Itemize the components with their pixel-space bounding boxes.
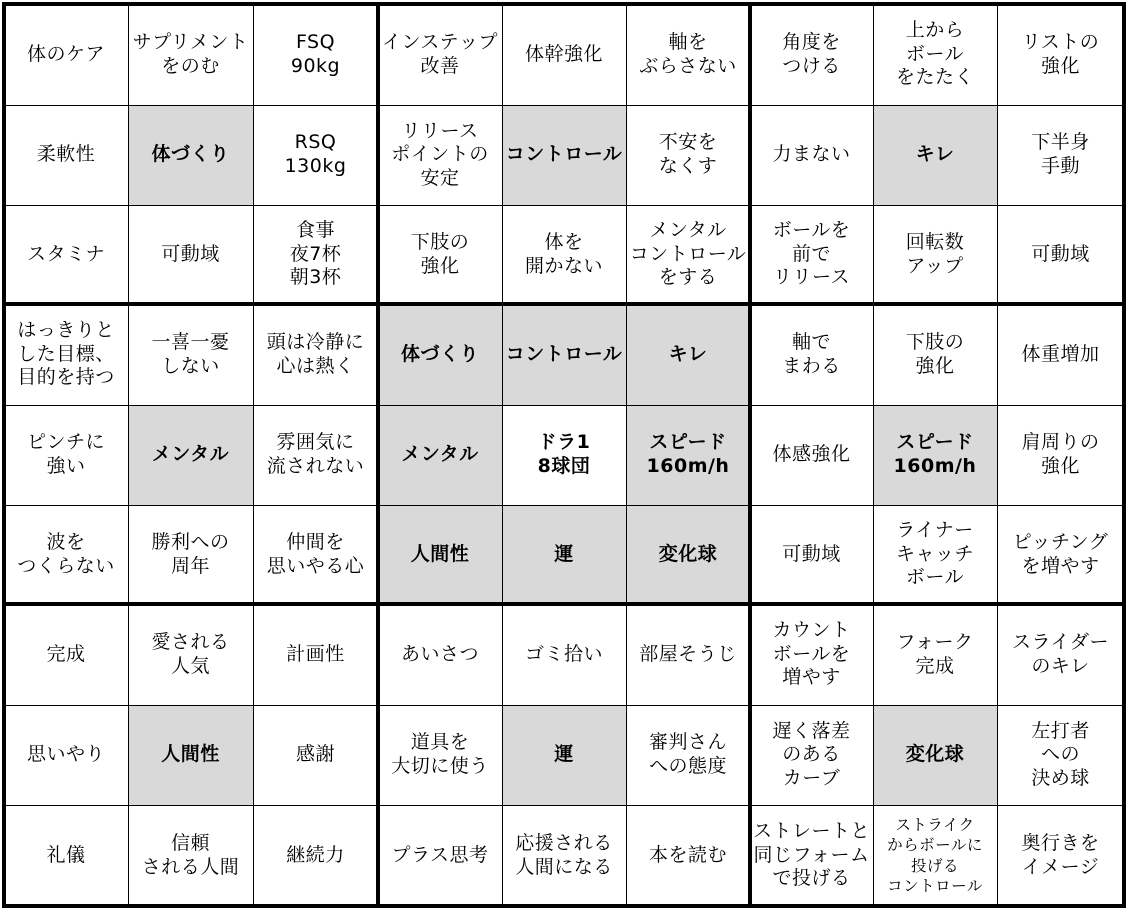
grid-cell-r5-c6: スピード 160m/h xyxy=(626,405,750,505)
grid-cell-r9-c2: 信頼 される人間 xyxy=(141,831,240,878)
grid-cell-r2-c3: RSQ 130kg xyxy=(284,131,347,177)
grid-cell-r1-c5: 体幹強化 xyxy=(524,42,603,65)
grid-cell-r3-c8: 回転数 アップ xyxy=(905,230,965,277)
grid-cell-r6-c7: 可動域 xyxy=(782,542,841,565)
horizontal-grid-line xyxy=(2,405,1126,406)
vertical-grid-line xyxy=(128,2,129,908)
grid-cell-r7-c9: スライダー のキレ xyxy=(1012,630,1109,677)
grid-cell-r5-c8: スピード 160m/h xyxy=(873,405,997,505)
grid-cell-r5-c4: メンタル xyxy=(378,405,502,505)
grid-cell-r6-c8: ライナー キャッチ ボール xyxy=(895,519,974,589)
grid-cell-r2-c1: 柔軟性 xyxy=(36,143,96,166)
grid-cell-r8-c8: 変化球 xyxy=(873,705,997,805)
grid-cell-r3-c4: 下肢の 強化 xyxy=(410,230,470,277)
vertical-grid-line xyxy=(376,2,380,908)
grid-cell-r1-c7: 角度を つける xyxy=(782,30,841,77)
grid-cell-r3-c9: 可動域 xyxy=(1031,242,1090,265)
grid-cell-r8-c3: 感謝 xyxy=(295,743,335,766)
grid-cell-r8-c9: 左打者 への 決め球 xyxy=(1031,719,1090,789)
horizontal-grid-line xyxy=(2,2,1126,6)
grid-cell-r9-c8: ストライク からボールに 投げる コントロール xyxy=(887,816,983,895)
grid-cell-r5-c7: 体感強化 xyxy=(772,443,851,466)
grid-cell-r5-c3: 雰囲気に 流されない xyxy=(266,431,365,477)
grid-cell-r3-c3: 食事 夜7杯 朝3杯 xyxy=(289,219,342,289)
horizontal-grid-line xyxy=(2,505,1126,506)
grid-cell-r8-c4: 道具を 大切に使う xyxy=(391,731,489,777)
grid-cell-r6-c3: 仲間を 思いやる心 xyxy=(266,530,365,577)
grid-cell-r9-c4: プラス思考 xyxy=(391,843,489,866)
grid-cell-r8-c5: 運 xyxy=(502,705,626,805)
grid-cell-r7-c7: カウント ボールを 増やす xyxy=(772,619,851,689)
grid-cell-r9-c9: 奥行きを イメージ xyxy=(1021,831,1100,878)
horizontal-grid-line xyxy=(2,805,1126,806)
vertical-grid-line xyxy=(2,2,6,908)
grid-cell-r4-c9: 体重増加 xyxy=(1021,342,1100,365)
horizontal-grid-line xyxy=(2,705,1126,706)
grid-cell-r9-c3: 継続力 xyxy=(286,843,345,866)
grid-cell-r7-c4: あいさつ xyxy=(400,642,479,665)
grid-cell-r6-c2: 勝利への 周年 xyxy=(151,530,230,577)
grid-cell-r4-c5: コントロール xyxy=(502,304,626,405)
grid-cell-r4-c2: 一喜一憂 しない xyxy=(151,330,230,377)
grid-cell-r9-c6: 本を読む xyxy=(648,843,727,866)
grid-cell-r7-c3: 計画性 xyxy=(286,642,345,665)
grid-cell-r5-c2: メンタル xyxy=(128,405,253,505)
horizontal-grid-line xyxy=(2,904,1126,908)
horizontal-grid-line xyxy=(2,105,1126,106)
grid-cell-r1-c6: 軸を ぶらさない xyxy=(639,30,737,77)
grid-cell-r1-c3: FSQ 90kg xyxy=(290,30,341,77)
grid-cell-r6-c4: 人間性 xyxy=(378,505,502,604)
grid-cell-r4-c1: はっきりと した目標、 目的を持つ xyxy=(17,319,115,389)
vertical-grid-line xyxy=(748,2,752,908)
grid-cell-r7-c8: フォーク 完成 xyxy=(896,630,974,677)
grid-cell-r4-c6: キレ xyxy=(626,304,750,405)
grid-cell-r7-c2: 愛される 人気 xyxy=(151,630,230,677)
horizontal-grid-line xyxy=(2,205,1126,206)
vertical-grid-line xyxy=(502,2,503,908)
grid-cell-r8-c1: 思いやり xyxy=(26,743,105,766)
grid-cell-r2-c6: 不安を なくす xyxy=(658,131,718,177)
grid-cell-r2-c2: 体づくり xyxy=(128,105,253,205)
grid-cell-r2-c9: 下半身 手動 xyxy=(1031,131,1090,177)
grid-cell-r7-c1: 完成 xyxy=(46,642,86,665)
grid-cell-r9-c7: ストレートと 同じフォーム で投げる xyxy=(752,820,870,890)
grid-cell-r5-c9: 肩周りの 強化 xyxy=(1021,431,1100,477)
grid-cell-r3-c2: 可動域 xyxy=(161,242,220,265)
vertical-grid-line xyxy=(253,2,254,908)
grid-cell-r8-c6: 審判さん への態度 xyxy=(648,731,727,777)
grid-cell-r4-c8: 下肢の 強化 xyxy=(905,330,965,377)
grid-cell-r6-c1: 波を つくらない xyxy=(17,530,115,577)
grid-cell-r1-c8: 上から ボール をたたく xyxy=(895,19,974,89)
horizontal-grid-line xyxy=(2,602,1126,606)
horizontal-grid-line xyxy=(2,302,1126,306)
grid-cell-r6-c6: 変化球 xyxy=(626,505,750,604)
grid-cell-r5-c5: ドラ1 8球団 xyxy=(537,431,591,477)
grid-cell-r6-c5: 運 xyxy=(502,505,626,604)
grid-cell-r8-c7: 遅く落差 のある カーブ xyxy=(772,719,851,789)
grid-cell-r7-c5: ゴミ拾い xyxy=(524,642,603,665)
vertical-grid-line xyxy=(1122,2,1126,908)
grid-cell-r1-c2: サプリメント をのむ xyxy=(132,30,249,77)
grid-cell-r6-c9: ピッチング を増やす xyxy=(1012,530,1109,577)
vertical-grid-line xyxy=(873,2,874,908)
grid-cell-r2-c4: リリース ポイントの 安定 xyxy=(391,119,489,189)
grid-cell-r3-c6: メンタル コントロール をする xyxy=(629,219,747,289)
grid-cell-r1-c9: リストの 強化 xyxy=(1021,30,1100,77)
grid-cell-r2-c8: キレ xyxy=(873,105,997,205)
grid-cell-r9-c5: 応援される 人間になる xyxy=(515,831,613,878)
grid-cell-r4-c3: 頭は冷静に 心は熱く xyxy=(266,330,365,377)
grid-cell-r3-c7: ボールを 前で リリース xyxy=(772,219,851,289)
grid-cell-r2-c7: 力まない xyxy=(772,143,851,166)
grid-cell-r4-c4: 体づくり xyxy=(378,304,502,405)
vertical-grid-line xyxy=(997,2,998,908)
grid-cell-r1-c4: インステップ 改善 xyxy=(381,30,499,77)
grid-cell-r7-c6: 部屋そうじ xyxy=(639,642,737,665)
grid-cell-r8-c2: 人間性 xyxy=(128,705,253,805)
grid-cell-r2-c5: コントロール xyxy=(502,105,626,205)
grid-cell-r5-c1: ピンチに 強い xyxy=(26,431,105,477)
grid-cell-r3-c5: 体を 開かない xyxy=(524,230,603,277)
vertical-grid-line xyxy=(626,2,627,908)
grid-cell-r3-c1: スタミナ xyxy=(26,242,105,265)
grid-cell-r4-c7: 軸で まわる xyxy=(782,330,841,377)
grid-cell-r1-c1: 体のケア xyxy=(26,42,105,65)
grid-cell-r9-c1: 礼儀 xyxy=(46,843,86,866)
